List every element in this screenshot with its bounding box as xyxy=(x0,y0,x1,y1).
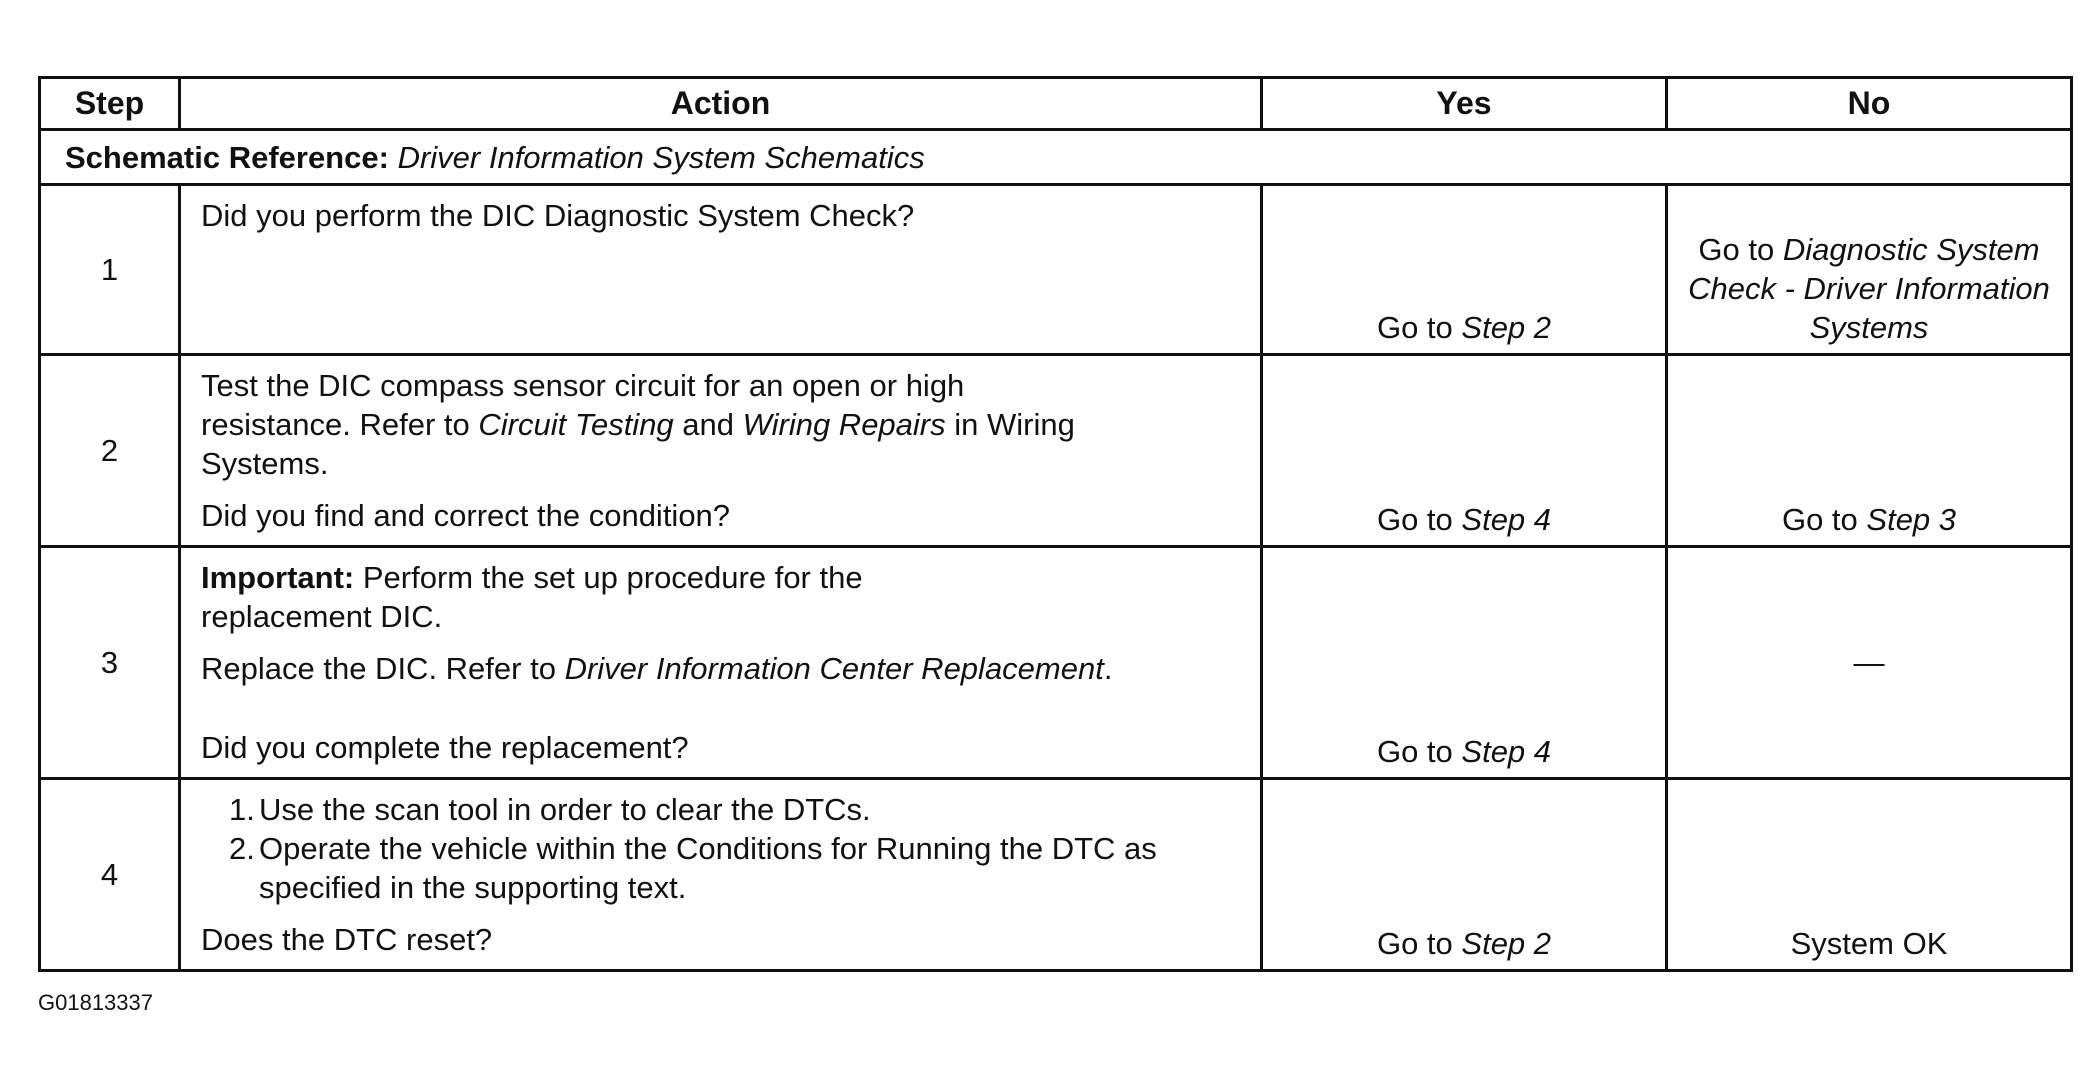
list-item-text: Operate the vehicle within the Conditions for Running the DTC as specified in the supporting text. xyxy=(259,831,1157,905)
yes-prefix: Go to xyxy=(1376,926,1462,961)
instruction-text: Replace the DIC. Refer to xyxy=(201,651,565,686)
action-question: Did you complete the replacement? xyxy=(201,730,689,765)
table-row xyxy=(40,779,2072,971)
no-cell xyxy=(1667,355,2072,547)
yes-cell xyxy=(1262,779,1667,971)
step-number: 4 xyxy=(40,779,180,971)
action-cell xyxy=(180,779,1262,971)
instruction-text: in Wiring Systems. xyxy=(201,407,1075,481)
no-cell xyxy=(1667,779,2072,971)
list-item-number: 2. xyxy=(229,831,255,866)
important-label: Important: xyxy=(201,560,355,595)
circuit-testing-link[interactable]: Circuit Testing xyxy=(478,407,674,442)
table-row xyxy=(40,355,2072,547)
step-number: 3 xyxy=(40,547,180,779)
no-dash: — xyxy=(1853,645,1885,680)
table-header-row xyxy=(40,78,2072,130)
header-no: No xyxy=(1667,78,2072,130)
important-text: Perform the set up procedure for the replacement DIC. xyxy=(201,560,863,634)
list-item xyxy=(201,829,1250,907)
action-cell xyxy=(180,547,1262,779)
action-instruction xyxy=(201,366,1250,483)
table-row xyxy=(40,185,2072,355)
no-step-link[interactable]: Step 3 xyxy=(1866,502,1957,537)
schematic-reference-row xyxy=(40,130,2072,185)
yes-cell xyxy=(1262,355,1667,547)
no-result: System OK xyxy=(1790,926,1948,961)
no-cell xyxy=(1667,185,2072,355)
instruction-text: Test the DIC compass sensor circuit for an open or high resistance. Refer to xyxy=(201,368,965,442)
important-note xyxy=(201,558,1250,636)
action-question: Did you perform the DIC Diagnostic System Check? xyxy=(201,198,915,233)
schematic-reference xyxy=(40,130,2072,185)
yes-prefix: Go to xyxy=(1376,310,1462,345)
list-item xyxy=(201,790,1250,829)
instruction-text: . xyxy=(1103,651,1113,686)
step-number: 1 xyxy=(40,185,180,355)
table-row xyxy=(40,547,2072,779)
header-step: Step xyxy=(40,78,180,130)
yes-cell xyxy=(1262,185,1667,355)
diagnostic-table xyxy=(38,76,2073,972)
wiring-repairs-link[interactable]: Wiring Repairs xyxy=(742,407,946,442)
figure-id: G01813337 xyxy=(38,990,153,1015)
action-question: Did you find and correct the condition? xyxy=(201,498,731,533)
action-instruction xyxy=(201,649,1250,688)
action-cell xyxy=(180,185,1262,355)
no-cell xyxy=(1667,547,2072,779)
yes-cell xyxy=(1262,547,1667,779)
list-item-number: 1. xyxy=(229,792,255,827)
action-cell xyxy=(180,355,1262,547)
no-prefix: Go to xyxy=(1781,502,1867,537)
yes-step-link[interactable]: Step 2 xyxy=(1461,310,1552,345)
header-yes: Yes xyxy=(1262,78,1667,130)
header-action: Action xyxy=(180,78,1262,130)
step-number: 2 xyxy=(40,355,180,547)
dic-replacement-link[interactable]: Driver Information Center Replacement xyxy=(564,651,1104,686)
yes-step-link[interactable]: Step 2 xyxy=(1461,926,1552,961)
schematic-reference-link[interactable]: Driver Information System Schematics xyxy=(397,139,925,175)
yes-prefix: Go to xyxy=(1376,734,1462,769)
instruction-text: and xyxy=(673,407,743,442)
yes-step-link[interactable]: Step 4 xyxy=(1461,502,1552,537)
schematic-reference-label: Schematic Reference: xyxy=(65,139,389,175)
yes-prefix: Go to xyxy=(1376,502,1462,537)
list-item-text: Use the scan tool in order to clear the DTCs. xyxy=(259,792,871,827)
no-reference-link[interactable]: Diagnostic System Check - Driver Information Systems xyxy=(1688,232,2050,345)
action-question: Does the DTC reset? xyxy=(201,922,493,957)
yes-step-link[interactable]: Step 4 xyxy=(1461,734,1552,769)
no-prefix: Go to xyxy=(1698,232,1783,267)
